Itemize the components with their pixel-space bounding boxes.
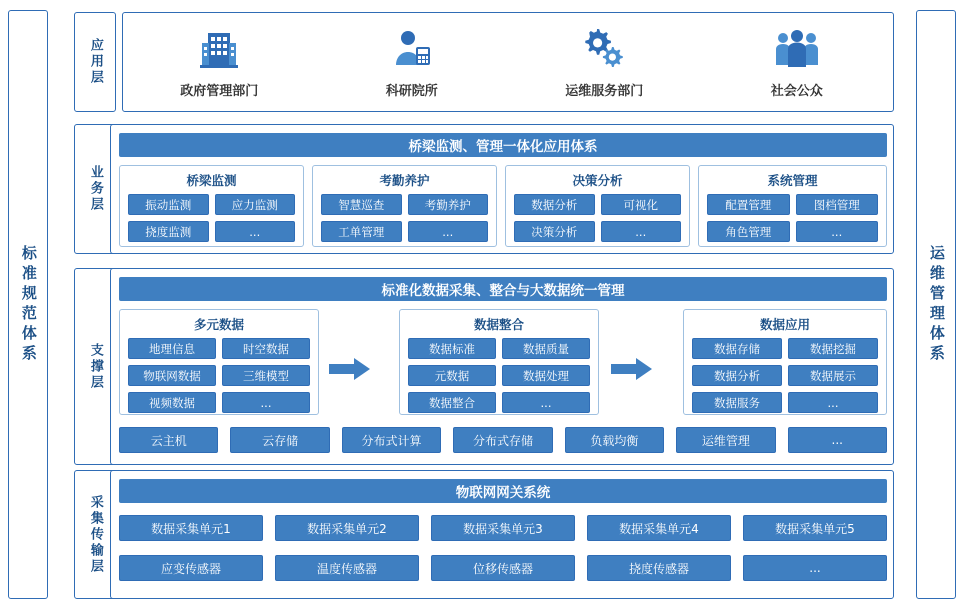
infra-chip[interactable]: 负载均衡 <box>565 427 664 453</box>
layer-label-application-text: 应用层 <box>87 38 103 86</box>
collection-layer-panel <box>110 470 894 599</box>
business-chip[interactable]: 智慧巡查 <box>321 194 402 215</box>
group-title: 数据整合 <box>473 317 524 332</box>
support-layer-panel <box>110 268 894 465</box>
business-chip[interactable]: ... <box>408 221 489 242</box>
group-title: 桥梁监测 <box>186 173 237 188</box>
support-group-data-integration <box>399 309 599 415</box>
business-chip[interactable]: ... <box>796 221 879 242</box>
right-operations-system-column <box>916 10 956 599</box>
infra-chip[interactable]: 分布式计算 <box>342 427 441 453</box>
support-chip[interactable]: 数据整合 <box>408 392 496 413</box>
app-item-research[interactable] <box>316 13 509 111</box>
support-chip[interactable]: 数据处理 <box>502 365 590 386</box>
sensor-chip[interactable]: 挠度传感器 <box>587 555 731 581</box>
support-chip[interactable]: 物联网数据 <box>128 365 216 386</box>
government-building-icon <box>196 25 242 74</box>
flow-arrow-icon <box>329 357 371 381</box>
sensor-chip[interactable]: 应变传感器 <box>119 555 263 581</box>
layer-label-collection-text: 采集传输层 <box>87 494 103 575</box>
support-chip[interactable]: ... <box>788 392 878 413</box>
business-chip[interactable]: 可视化 <box>601 194 682 215</box>
collection-sensors-row <box>119 555 887 581</box>
layer-label-support-text: 支撑层 <box>87 342 103 391</box>
business-chip[interactable]: 振动监测 <box>128 194 209 215</box>
sensor-chip[interactable]: ... <box>743 555 887 581</box>
collection-unit-chip[interactable]: 数据采集单元2 <box>275 515 419 541</box>
business-layer-panel <box>110 124 894 254</box>
collection-unit-chip[interactable]: 数据采集单元4 <box>587 515 731 541</box>
collection-unit-chip[interactable]: 数据采集单元5 <box>743 515 887 541</box>
support-group-multisource-data <box>119 309 319 415</box>
support-chip[interactable]: 数据标准 <box>408 338 496 359</box>
support-chip[interactable]: 地理信息 <box>128 338 216 359</box>
group-title: 系统管理 <box>767 173 818 188</box>
app-item-operations[interactable] <box>508 13 701 111</box>
business-chip[interactable]: 数据分析 <box>514 194 595 215</box>
sensor-chip[interactable]: 温度传感器 <box>275 555 419 581</box>
gears-icon <box>581 25 627 74</box>
group-title: 决策分析 <box>572 173 623 188</box>
support-chip[interactable]: 数据分析 <box>692 365 782 386</box>
application-layer-panel <box>122 12 894 112</box>
flow-arrow-icon <box>611 357 653 381</box>
support-chip[interactable]: ... <box>222 392 310 413</box>
infra-chip[interactable]: 分布式存储 <box>453 427 552 453</box>
app-item-label: 社会公众 <box>770 84 823 99</box>
left-standard-system-column <box>8 10 48 599</box>
infra-chip[interactable]: 云存储 <box>230 427 329 453</box>
support-chip[interactable]: 元数据 <box>408 365 496 386</box>
business-chip[interactable]: ... <box>215 221 296 242</box>
collection-unit-chip[interactable]: 数据采集单元1 <box>119 515 263 541</box>
business-chip[interactable]: 挠度监测 <box>128 221 209 242</box>
support-chip[interactable]: 视频数据 <box>128 392 216 413</box>
app-item-public[interactable] <box>701 13 894 111</box>
business-chip[interactable]: 决策分析 <box>514 221 595 242</box>
collection-unit-chip[interactable]: 数据采集单元3 <box>431 515 575 541</box>
business-chip[interactable]: 角色管理 <box>707 221 790 242</box>
collection-layer-title: 物联网网关系统 <box>119 479 887 503</box>
support-chip[interactable]: 时空数据 <box>222 338 310 359</box>
support-chip[interactable]: 数据服务 <box>692 392 782 413</box>
group-title: 数据应用 <box>759 317 810 332</box>
sensor-chip[interactable]: 位移传感器 <box>431 555 575 581</box>
support-group-data-application <box>683 309 887 415</box>
business-group-bridge-monitoring <box>119 165 304 247</box>
support-infrastructure-row <box>119 427 887 453</box>
support-chip[interactable]: 数据质量 <box>502 338 590 359</box>
app-item-label: 政府管理部门 <box>180 84 259 99</box>
app-item-label: 运维服务部门 <box>565 84 644 99</box>
researcher-icon <box>389 25 435 74</box>
business-group-decision-analysis <box>505 165 690 247</box>
support-chip[interactable]: 数据展示 <box>788 365 878 386</box>
business-chip[interactable]: 图档管理 <box>796 194 879 215</box>
layer-label-application <box>74 12 116 112</box>
business-chip[interactable]: 考勤养护 <box>408 194 489 215</box>
support-chip[interactable]: 数据挖掘 <box>788 338 878 359</box>
left-column-label: 标准规范体系 <box>19 244 38 365</box>
support-chip[interactable]: 数据存储 <box>692 338 782 359</box>
business-group-maintenance <box>312 165 497 247</box>
support-chip[interactable]: 三维模型 <box>222 365 310 386</box>
collection-units-row <box>119 515 887 541</box>
layer-label-business-text: 业务层 <box>87 165 103 213</box>
infra-chip[interactable]: 运维管理 <box>676 427 775 453</box>
business-group-system-management <box>698 165 887 247</box>
business-chip[interactable]: 工单管理 <box>321 221 402 242</box>
infra-chip[interactable]: 云主机 <box>119 427 218 453</box>
support-layer-title: 标准化数据采集、整合与大数据统一管理 <box>119 277 887 301</box>
business-layer-title: 桥梁监测、管理一体化应用体系 <box>119 133 887 157</box>
support-chip[interactable]: ... <box>502 392 590 413</box>
right-column-label: 运维管理体系 <box>927 244 946 365</box>
app-item-label: 科研院所 <box>385 84 438 99</box>
app-item-government[interactable] <box>123 13 316 111</box>
people-group-icon <box>774 25 820 74</box>
business-chip[interactable]: 配置管理 <box>707 194 790 215</box>
group-title: 多元数据 <box>193 317 244 332</box>
business-chip[interactable]: 应力监测 <box>215 194 296 215</box>
group-title: 考勤养护 <box>379 173 430 188</box>
business-chip[interactable]: ... <box>601 221 682 242</box>
infra-chip[interactable]: ... <box>788 427 887 453</box>
